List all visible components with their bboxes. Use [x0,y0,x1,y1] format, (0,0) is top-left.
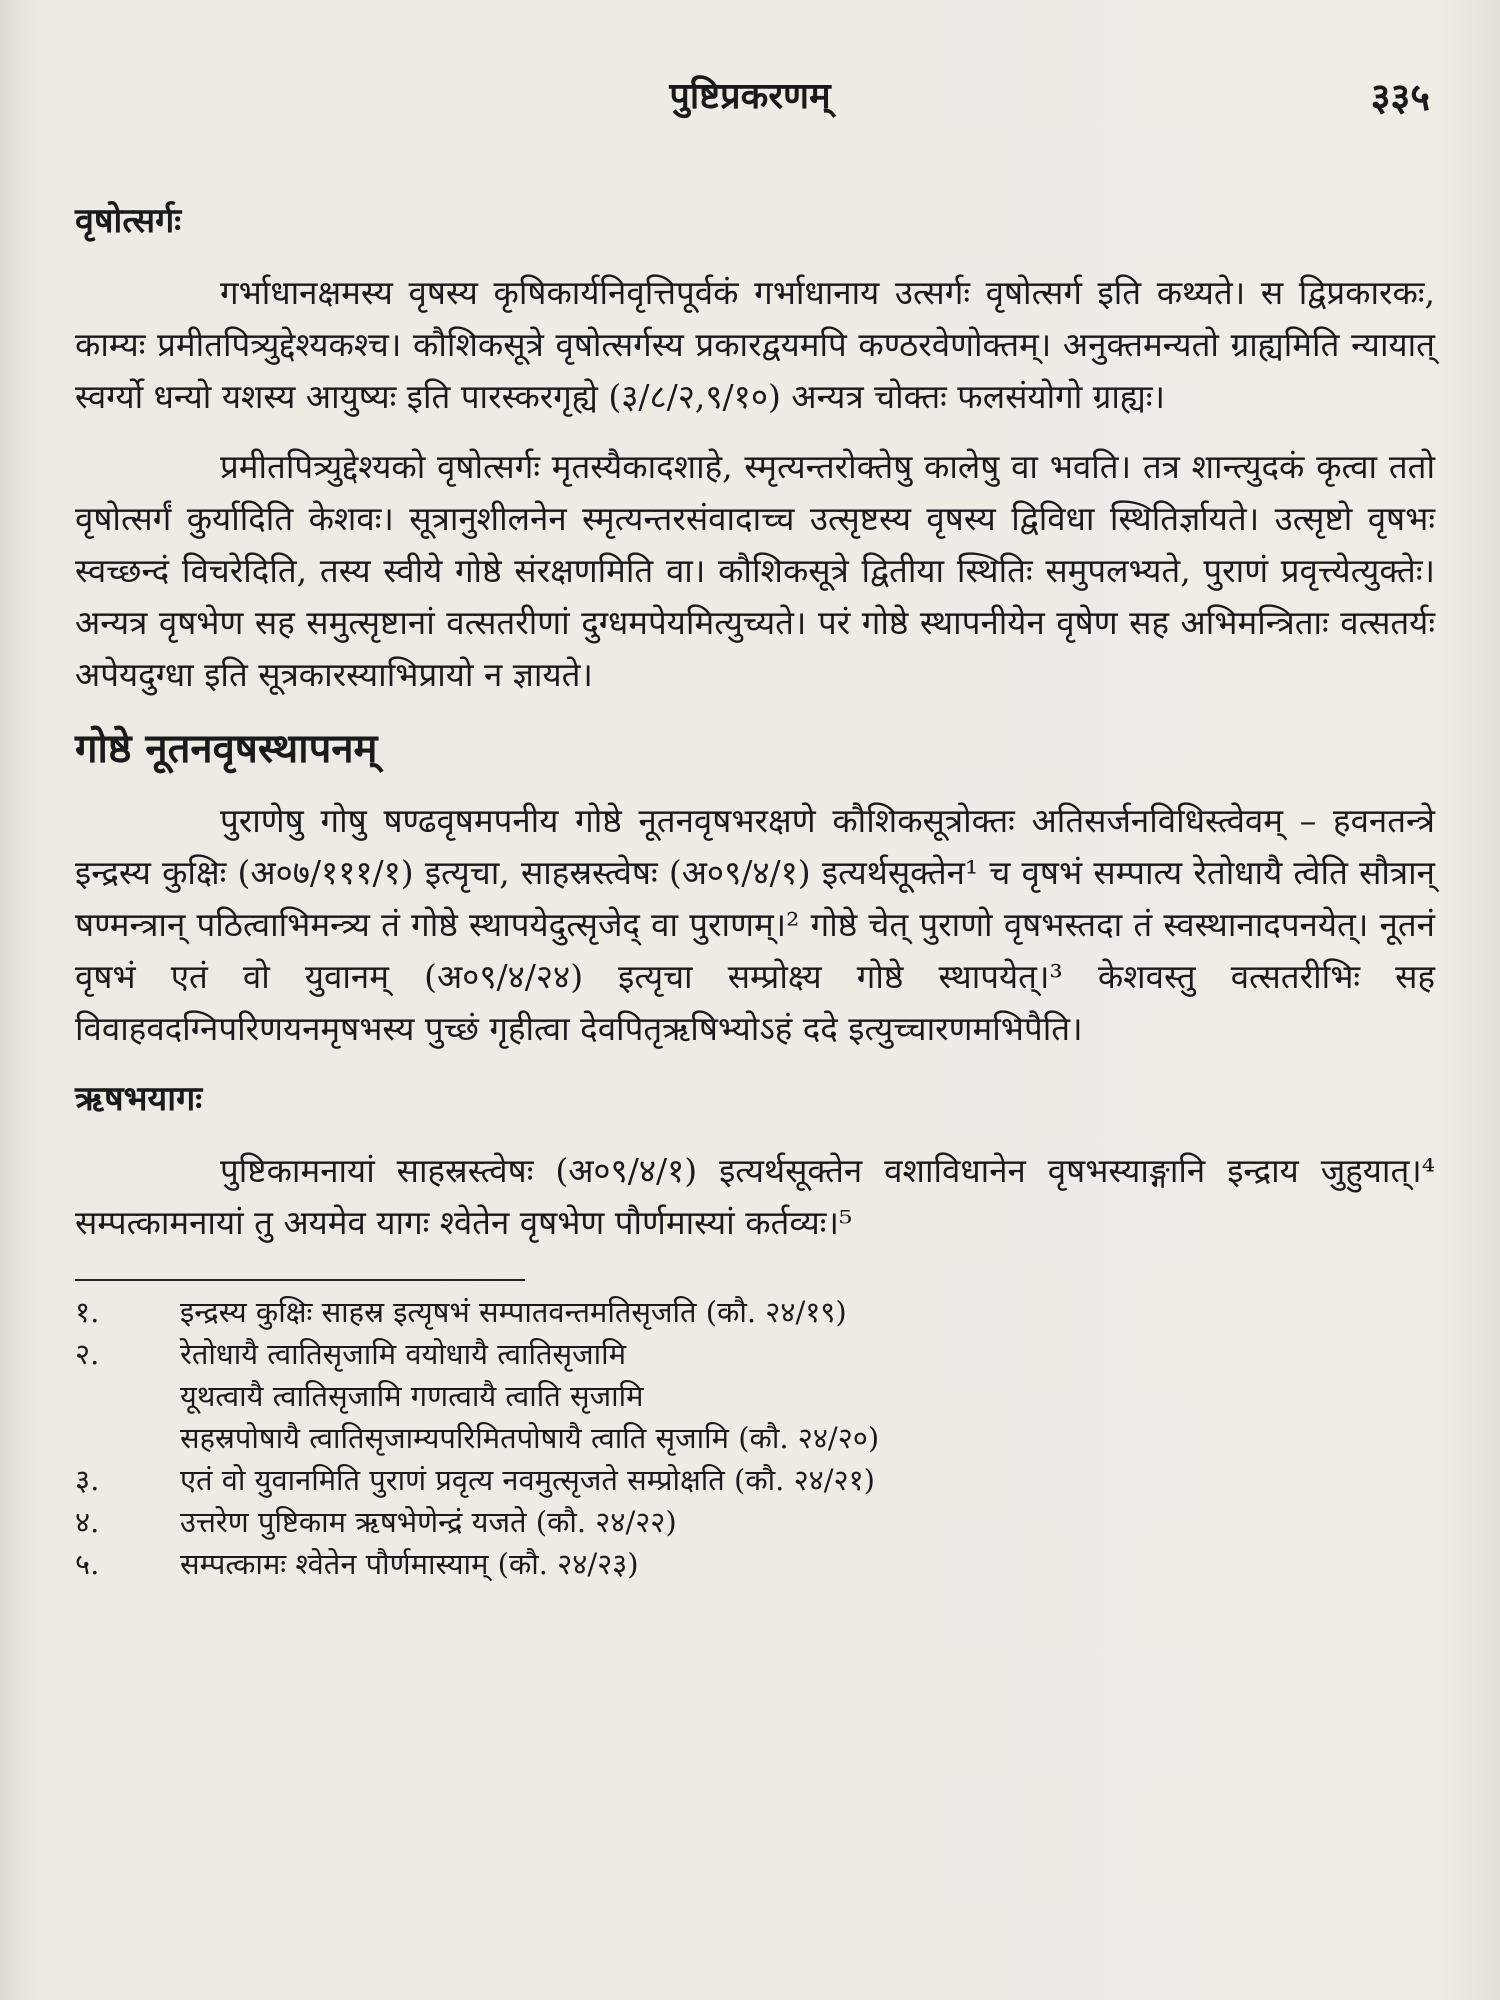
paragraph: पुष्टिकामनायां साहस्रस्त्वेषः (अ०९/४/१) इत्यर्थसूक्तेन वशाविधानेन वृषभस्याङ्गानि इन्द्राय जुहुयात्।⁴ सम्पत्कामनायां तु अयमेव यागः श्वेतेन वृषभेण पौर्णमास्यां कर्तव्यः।⁵ [75,1151,1435,1242]
footnote-text [180,1459,875,1501]
footnote-text [180,1333,879,1459]
footnote-line: सहस्रपोषायै त्वातिसृजाम्यपरिमितपोषायै त्वाति सृजामि (कौ. २४/२०) [180,1421,880,1455]
running-head [0,70,1500,120]
section-heading-vrishotsarga: वृषोत्सर्गः [75,201,182,241]
footnote-line: उत्तरेण पुष्टिकाम ऋषभेणेन्द्रं यजते (कौ. २४/२२) [180,1505,677,1539]
footnote [75,1333,1435,1459]
paragraph: गर्भाधानक्षमस्य वृषस्य कृषिकार्यनिवृत्तिपूर्वकं गर्भाधानाय उत्सर्गः वृषोत्सर्ग इति कथ्यते। स द्विप्रकारकः, काम्यः प्रमीतपित्र्युद्देश्यकश्च। कौशिकसूत्रे वृषोत्सर्गस्य प्रकारद्वयमपि कण्ठरवेणोक्तम्। अनुक्तमन्यतो ग्राह्यमिति न्यायात् स्वर्ग्यो धन्यो यशस्य आयुष्यः इति पारस्करगृह्ये (३/८/२,९/१०) अन्यत्र चोक्तः फलसंयोगो ग्राह्यः। [75,273,1435,416]
footnote [75,1291,1435,1333]
footnotes [75,1291,1435,1585]
footnote-line: एतं वो युवानमिति पुराणं प्रवृत्य नवमुत्सृजते सम्प्रोक्षति (कौ. २४/२१) [180,1463,875,1497]
footnote-text [180,1291,847,1333]
footnote [75,1501,1435,1543]
footnote-line: यूथत्वायै त्वातिसृजामि गणत्वायै त्वाति सृजामि [180,1379,644,1413]
footnote-number: ४. [75,1505,100,1539]
footnote-line: रेतोधायै त्वातिसृजामि वयोधायै त्वातिसृजामि [180,1337,627,1371]
paragraph: पुराणेषु गोषु षण्ढवृषमपनीय गोष्ठे नूतनवृषभरक्षणे कौशिकसूत्रोक्तः अतिसर्जनविधिस्त्वेवम् – हवनतन्त्रे इन्द्रस्य कुक्षिः (अ०७/१११/१) इत्यृचा, साहस्रस्त्वेषः (अ०९/४/१) इत्यर्थसूक्तेन¹ च वृषभं सम्पात्य रेतोधायै त्वेति सौत्रान् षण्मन्त्रान् पठित्वाभिमन्त्र्य तं गोष्ठे स्थापयेदुत्सृजेद् वा पुराणम्।² गोष्ठे चेत् पुराणो वृषभस्तदा तं स्वस्थानादपनयेत्। नूतनं वृषभं एतं वो युवानम् (अ०९/४/२४) इत्यृचा सम्प्रोक्ष्य गोष्ठे स्थापयेत्।³ केशवस्तु वत्सतरीभिः सह विवाहवदग्निपरिणयनमृषभस्य पुच्छं गृहीत्वा देवपितृऋषिभ्योऽहं ददे इत्युच्चारणमभिपैति। [75,801,1435,1048]
footnote [75,1543,1435,1585]
footnote-line: इन्द्रस्य कुक्षिः साहस्र इत्यृषभं सम्पातवन्तमतिसृजति (कौ. २४/१९) [180,1295,847,1329]
footnote-divider [75,1279,525,1281]
running-title: पुष्टिप्रकरणम् [669,75,831,117]
footnote-text [180,1501,677,1543]
footnote-number: ३. [75,1463,100,1497]
page-number: ३३५ [1370,74,1430,119]
footnote-number: २. [75,1337,100,1371]
footnote [75,1459,1435,1501]
footnote-number: ५. [75,1547,100,1581]
footnote-text [180,1543,639,1585]
paragraph: प्रमीतपित्र्युद्देश्यको वृषोत्सर्गः मृतस्यैकादशाहे, स्मृत्यन्तरोक्तेषु कालेषु वा भवति। तत्र शान्त्युदकं कृत्वा ततो वृषोत्सर्गं कुर्यादिति केशवः। सूत्रानुशीलनेन स्मृत्यन्तरसंवादाच्च उत्सृष्टस्य वृषस्य द्विविधा स्थितिर्ज्ञायते। उत्सृष्टो वृषभः स्वच्छन्दं विचरेदिति, तस्य स्वीये गोष्ठे संरक्षणमिति वा। कौशिकसूत्रे द्वितीया स्थितिः समुपलभ्यते, पुराणं प्रवृत्त्येत्युक्तेः। अन्यत्र वृषभेण सह समुत्सृष्टानां वत्सतरीणां दुग्धमपेयमित्युच्यते। परं गोष्ठे स्थापनीयेन वृषेण सह अभिमन्त्रिताः वत्सतर्यः अपेयदुग्धा इति सूत्रकारस्याभिप्रायो न ज्ञायते। [75,447,1435,694]
footnote-line: सम्पत्कामः श्वेतेन पौर्णमास्याम् (कौ. २४/२३) [180,1547,639,1581]
page-content [75,195,1435,1585]
footnote-number: १. [75,1295,100,1329]
section-heading-rishabhayaga: ऋषभयागः [75,1079,203,1119]
section-heading-goshthe-nutana: गोष्ठे नूतनवृषस्थापनम् [75,725,378,772]
